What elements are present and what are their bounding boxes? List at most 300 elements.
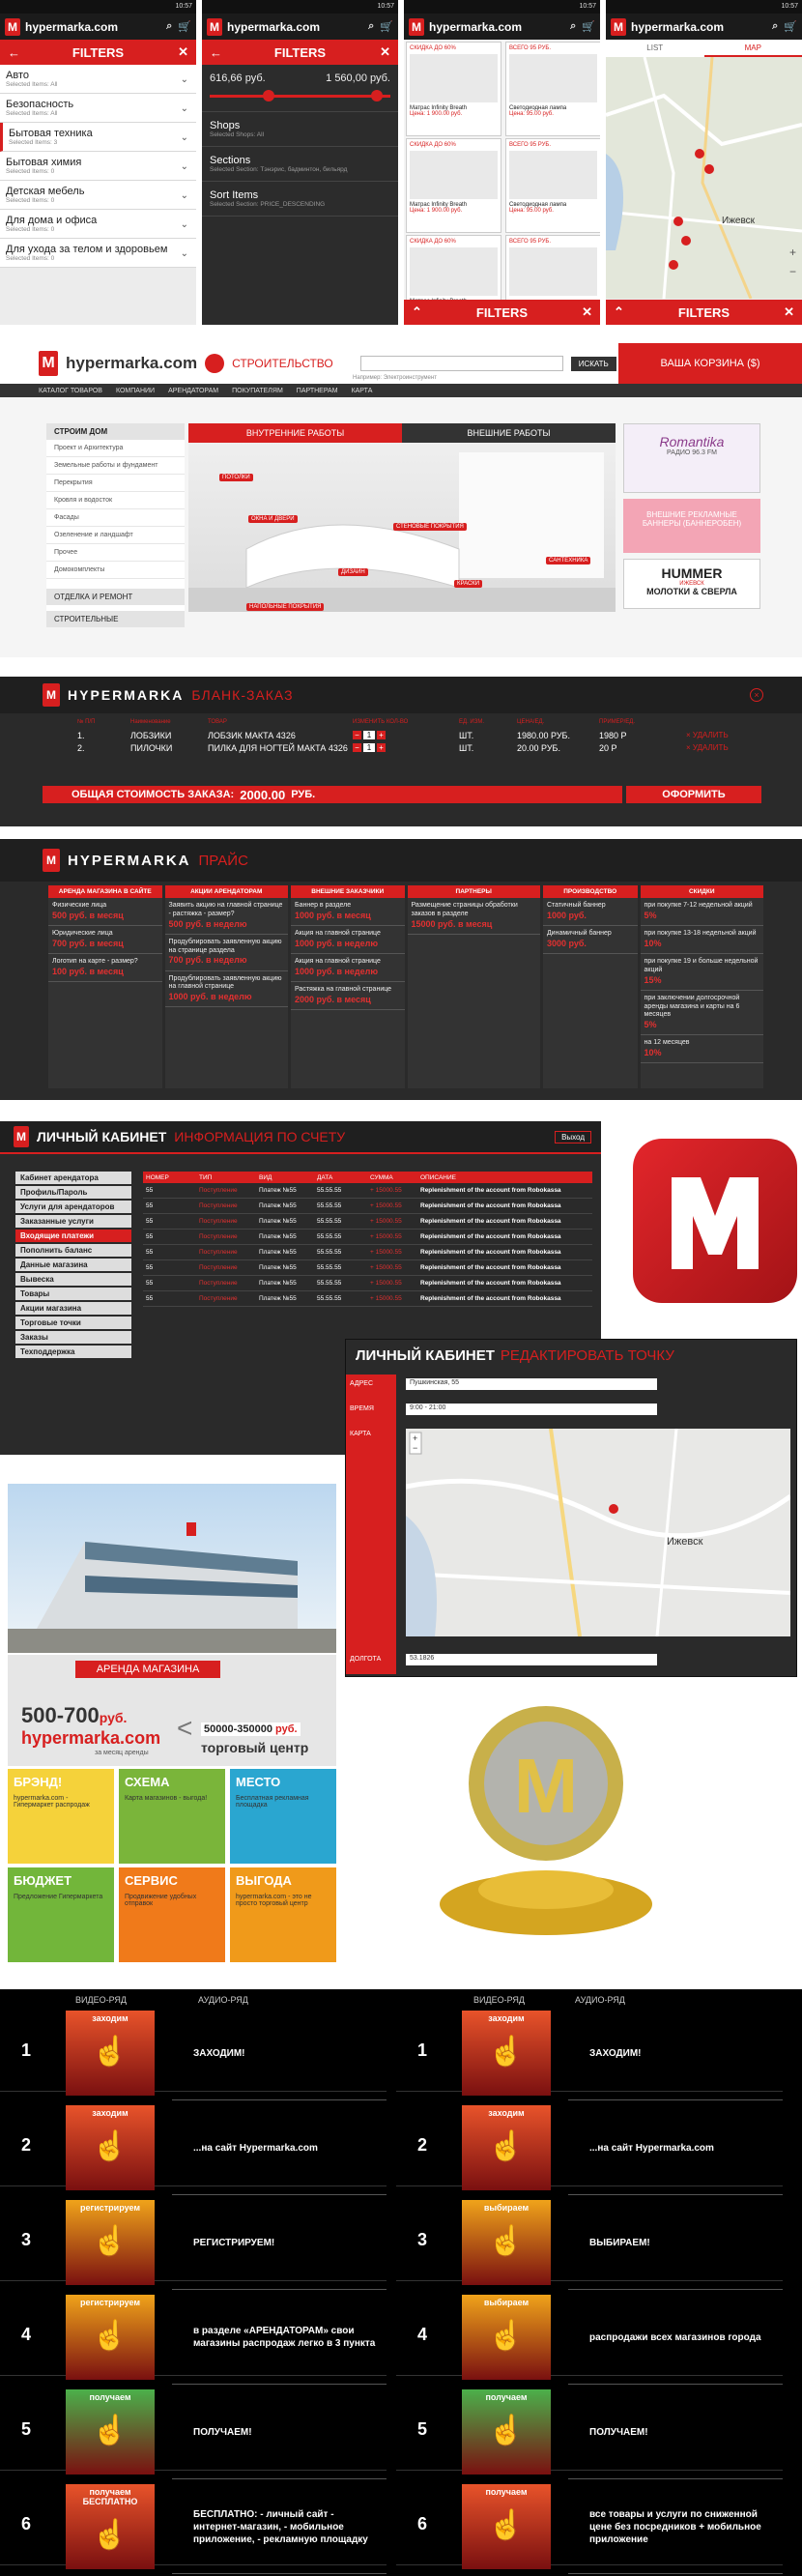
promo-tile	[119, 1769, 225, 1864]
cabinet-menu-item[interactable]: Заказанные услуги	[15, 1215, 131, 1228]
filter-category-selected: Selected Items: 0	[6, 226, 55, 233]
cabinet-menu-item[interactable]: Кабинет арендатора	[15, 1172, 131, 1184]
filter-category-item[interactable]	[0, 239, 196, 268]
room-hotspot-label[interactable]: НАПОЛЬНЫЕ ПОКРЫТИЯ	[246, 603, 324, 611]
phone-filters-categories	[0, 0, 196, 325]
site-logo-text[interactable]: hypermarka.com	[66, 354, 198, 372]
map-city-label: Ижевск	[722, 216, 756, 226]
product-card[interactable]	[505, 42, 600, 136]
promo-tile-text: hypermarka.com - это не просто торговый центр	[236, 1894, 312, 1907]
step-audio-text: ...на сайт Hypermarka.com	[589, 2142, 714, 2154]
close-icon[interactable]: ×	[750, 688, 763, 702]
price-slider-handle-min[interactable]	[263, 90, 274, 101]
promo-tile-title: СХЕМА	[125, 1775, 170, 1789]
logo-icon: M	[5, 18, 20, 36]
table-cell: Платеж №55	[259, 1264, 297, 1271]
table-cell: 55.55.55	[317, 1264, 342, 1271]
filter-category-item[interactable]	[0, 181, 196, 210]
delete-button[interactable]	[686, 743, 729, 752]
city-map[interactable]	[606, 57, 802, 299]
step-divider	[172, 2573, 387, 2574]
step-card	[462, 2295, 551, 2380]
price-item	[543, 926, 638, 954]
price-item-value: 700 руб. в неделю	[168, 955, 247, 966]
search-icon[interactable]: ⌕	[570, 20, 577, 32]
tab-exterior[interactable]: ВНЕШНИЕ РАБОТЫ	[402, 423, 616, 443]
price-item-value: 15%	[644, 974, 662, 985]
submit-order-button[interactable]: ОФОРМИТЬ	[626, 786, 761, 803]
table-cell: 55	[146, 1202, 154, 1209]
step-audio-text: ЗАХОДИМ!	[193, 2047, 245, 2059]
cabinet-menu-item[interactable]: Техподдержка	[15, 1346, 131, 1358]
cabinet-menu-item[interactable]: Входящие платежи	[15, 1230, 131, 1242]
filter-category-label: Бытовая техника	[9, 128, 93, 139]
search-input[interactable]	[360, 356, 563, 371]
promo-price-unit: руб.	[275, 1723, 298, 1735]
cart-icon[interactable]: 🛒	[380, 21, 393, 33]
filter-block[interactable]	[202, 147, 398, 182]
filter-category-item[interactable]	[0, 152, 196, 181]
quantity-value: 1	[363, 731, 375, 739]
price-item-label: Физические лица	[52, 902, 107, 909]
filter-category-selected: Selected Items: All	[6, 81, 58, 88]
plus-icon[interactable]: +	[377, 731, 386, 739]
order-cell-n: 2.	[77, 742, 85, 753]
filters-title: FILTERS	[72, 44, 125, 60]
phone-filters-price	[202, 0, 398, 325]
table-row	[143, 1199, 592, 1214]
room-hotspot-label[interactable]: ПОТОЛКИ	[219, 474, 253, 481]
price-item-label: Логотип на карте - размер?	[52, 958, 138, 965]
sidebar-item[interactable]: Кровля и водосток	[46, 492, 185, 509]
ad-banner-hummer[interactable]	[623, 559, 760, 609]
website-catalog	[0, 343, 802, 657]
price-to: 1 560,00 руб.	[326, 72, 390, 84]
price-item-value: 15000 руб. в месяц	[411, 918, 493, 929]
product-card[interactable]	[406, 42, 501, 136]
delete-button[interactable]	[686, 731, 729, 739]
story-step	[396, 2007, 783, 2092]
table-cell: 55.55.55	[317, 1249, 342, 1256]
step-number: 2	[21, 2135, 32, 2155]
order-column-header: ЕД. ИЗМ.	[459, 719, 485, 725]
filter-category-label: Бытовая химия	[6, 157, 82, 168]
room-hotspot-label[interactable]: ОКНА И ДВЕРИ	[248, 515, 298, 523]
search-icon[interactable]: ⌕	[166, 20, 173, 32]
back-icon[interactable]: ←	[210, 44, 222, 60]
address-input[interactable]: Пушкинская, 55	[406, 1378, 657, 1390]
product-tag: СКИДКА ДО 60%	[410, 239, 456, 245]
price-item	[48, 926, 162, 954]
zoom-out-icon[interactable]: −	[413, 1443, 418, 1453]
table-cell: Поступление	[199, 1280, 238, 1287]
filter-category-item[interactable]	[0, 210, 196, 239]
tab-interior[interactable]: ВНУТРЕННИЕ РАБОТЫ	[188, 423, 402, 443]
app-bar	[606, 14, 802, 40]
price-item-label: Продублировать заявленную акцию на главной странице	[168, 974, 282, 991]
table-cell: 55.55.55	[317, 1202, 342, 1209]
price-item	[165, 971, 288, 1008]
table-cell: Поступление	[199, 1249, 238, 1256]
promo-tile	[8, 1867, 114, 1962]
step-divider	[172, 2099, 387, 2100]
cabinet-menu-item[interactable]: Данные магазина	[15, 1259, 131, 1271]
table-cell: + 15000.55	[370, 1295, 402, 1302]
promo-price-shop: 500-700	[21, 1703, 100, 1727]
ad-banner-outdoor[interactable]: ВНЕШНИЕ РЕКЛАМНЫЕ БАННЕРЫ (БАННЕРОБЕН)	[623, 499, 760, 553]
filter-category-selected: Selected Items: 0	[6, 168, 55, 175]
ad-title: HUMMER	[661, 565, 723, 581]
step-number: 3	[417, 2230, 428, 2249]
step-card-label: регистрируем	[79, 2203, 141, 2213]
step-number: 4	[21, 2325, 32, 2344]
price-column	[165, 885, 288, 1088]
logout-button[interactable]: Выход	[555, 1131, 591, 1143]
table-header-cell: ОПИСАНИЕ	[420, 1173, 456, 1181]
filter-block[interactable]	[202, 112, 398, 147]
sidebar-item[interactable]: Домокомплекты	[46, 562, 185, 579]
price-item	[641, 926, 763, 954]
table-cell: + 15000.55	[370, 1202, 402, 1209]
product-grid	[404, 40, 600, 299]
price-item-label: Размещение страницы обработки заказов в разделе	[411, 902, 518, 917]
sidebar-heading[interactable]: СТРОИМ ДОМ	[46, 423, 185, 440]
chevron-down-icon: ⌄	[180, 103, 188, 114]
chevron-down-icon: ⌄	[180, 132, 188, 143]
product-name: Светодиодная лампа	[509, 105, 567, 111]
table-cell: Платеж №55	[259, 1187, 297, 1194]
map-pin[interactable]	[609, 1504, 618, 1514]
brand-title: hypermarka.com	[25, 19, 119, 34]
minus-icon[interactable]: −	[353, 743, 361, 752]
price-item-label: Продублировать заявленную акцию на странице раздела	[168, 938, 282, 954]
cabinet-menu-item[interactable]: Пополнить баланс	[15, 1244, 131, 1257]
delete-label: УДАЛИТЬ	[692, 731, 729, 739]
story-step	[0, 2386, 387, 2471]
price-item	[641, 1035, 763, 1063]
promo-tile-text: Продвижение удобных отправок	[125, 1894, 197, 1907]
sidebar-item[interactable]: Перекрытия	[46, 475, 185, 492]
edit-header	[346, 1340, 796, 1371]
room-hotspot-label[interactable]: КРАСКИ	[454, 580, 482, 588]
story-step	[396, 2480, 783, 2565]
price-item-value: 5%	[644, 1020, 657, 1029]
step-divider	[568, 2573, 783, 2574]
filter-block-selected: Selected Section: PRICE_DESCENDING	[210, 201, 326, 208]
category-list	[0, 65, 196, 268]
price-item	[291, 982, 405, 1010]
ad-title: Romantika	[659, 434, 725, 449]
cabinet-menu-item[interactable]: Профиль/Пароль	[15, 1186, 131, 1199]
plus-icon[interactable]: +	[377, 743, 386, 752]
map-pin[interactable]	[704, 164, 714, 174]
cart-icon[interactable]: 🛒	[784, 21, 797, 33]
product-price: Цена: 1 900.00 руб.	[410, 111, 463, 117]
category-title: СТРОИТЕЛЬСТВО	[232, 357, 333, 370]
cart-icon[interactable]: 🛒	[582, 21, 595, 33]
order-cell-t: 20 Р	[599, 742, 617, 753]
price-item-value: 1000 руб. в неделю	[168, 992, 252, 1001]
cart-button[interactable]: ВАША КОРЗИНА ($)	[618, 343, 802, 384]
price-column-header: ВНЕШНИЕ ЗАКАЗЧИКИ	[291, 885, 405, 898]
close-icon[interactable]: ✕	[784, 304, 794, 319]
tab-map[interactable]: MAP	[704, 40, 802, 57]
cabinet-menu-item[interactable]: Торговые точки	[15, 1317, 131, 1329]
sidebar-section-building[interactable]: СТРОИТЕЛЬНЫЕ	[46, 611, 185, 627]
nav-item[interactable]: АРЕНДАТОРАМ	[168, 387, 219, 394]
nav-item[interactable]: КОМПАНИИ	[115, 387, 156, 394]
hero-tabs	[188, 423, 616, 443]
ad-subtitle: МОЛОТКИ & СВЕРЛА	[646, 587, 737, 596]
cursor-icon: ☝	[92, 2415, 129, 2446]
table-header-cell: ТИП	[199, 1173, 213, 1181]
table-header-cell: НОМЕР	[146, 1173, 169, 1181]
zoom-out-icon[interactable]: −	[789, 265, 797, 278]
promo-rent-banner	[8, 1655, 336, 1766]
map-pin[interactable]	[695, 149, 704, 159]
main-nav	[0, 384, 802, 397]
zoom-in-icon[interactable]: +	[789, 246, 797, 259]
price-slider-handle-max[interactable]	[371, 90, 383, 101]
product-image	[509, 151, 597, 199]
price-item-label: Динамичный баннер	[546, 930, 612, 937]
search-icon[interactable]: ⌕	[368, 20, 375, 32]
order-form	[0, 677, 802, 826]
step-divider	[172, 2478, 387, 2479]
close-icon[interactable]: ✕	[582, 304, 592, 319]
price-title: ПРАЙС	[198, 852, 248, 869]
tab-list[interactable]: LIST	[646, 43, 664, 52]
step-card-label: выбираем	[483, 2203, 530, 2213]
point-map[interactable]	[406, 1429, 790, 1636]
filter-block[interactable]	[202, 182, 398, 217]
cabinet-menu-item[interactable]: Акции магазина	[15, 1302, 131, 1315]
cabinet-menu-item[interactable]: Услуги для арендаторов	[15, 1201, 131, 1213]
promo-price-unit: руб.	[99, 1710, 128, 1725]
room-hotspot-label[interactable]: ДИЗАЙН	[338, 568, 368, 576]
cabinet-menu-item[interactable]: Вывеска	[15, 1273, 131, 1286]
filter-category-item[interactable]	[0, 123, 196, 152]
table-cell: 55.55.55	[317, 1233, 342, 1240]
promo-tile-title: БЮДЖЕТ	[14, 1873, 72, 1888]
order-cell-a: ЛОБЗИКИ	[130, 730, 172, 740]
table-row	[143, 1214, 592, 1230]
cabinet-menu-item[interactable]: Товары	[15, 1288, 131, 1300]
sidebar-item[interactable]: Фасады	[46, 509, 185, 527]
product-image	[410, 151, 498, 199]
order-cell-u: ШТ.	[459, 730, 474, 740]
order-column-header: ИЗМЕНИТЬ КОЛ-ВО	[353, 719, 409, 725]
step-card-label: заходим	[488, 2108, 525, 2118]
price-item-label: на 12 месяцев	[644, 1039, 690, 1047]
product-price: Цена: 1 900.00 руб.	[410, 208, 463, 214]
filter-block-selected: Selected Section: Тэнэрис, бадминтон, бильярд	[210, 166, 348, 173]
ad-banner-romantika[interactable]	[623, 423, 760, 493]
edit-title: ЛИЧНЫЙ КАБИНЕТ	[356, 1346, 495, 1364]
nav-item[interactable]: ПАРТНЕРАМ	[296, 387, 338, 394]
map-pin[interactable]	[669, 260, 678, 270]
order-header	[0, 677, 802, 713]
filter-block-selected: Selected Shops: All	[210, 131, 265, 138]
sidebar-item[interactable]: Земельные работы и фундамент	[46, 457, 185, 475]
price-columns	[48, 885, 763, 1088]
step-divider	[568, 2099, 783, 2100]
chevron-up-icon[interactable]: ⌃	[412, 304, 422, 319]
longitude-input[interactable]: 53.1826	[406, 1654, 657, 1665]
product-name: Светодиодная лампа	[509, 202, 567, 208]
table-cell: Платеж №55	[259, 1280, 297, 1287]
close-icon[interactable]: ✕	[178, 44, 188, 59]
filter-block-title: Sort Items	[210, 189, 259, 201]
order-row	[0, 741, 802, 754]
cursor-icon: ☝	[488, 2130, 525, 2162]
step-card	[462, 2484, 551, 2569]
chevron-up-icon[interactable]: ⌃	[614, 304, 624, 319]
search-icon[interactable]: ⌕	[772, 20, 779, 32]
price-item	[291, 898, 405, 926]
field-label-address: АДРЕС	[350, 1380, 374, 1387]
order-column-header: ПРИМЕР/ЕД.	[599, 719, 636, 725]
filters-title: FILTERS	[273, 44, 327, 60]
logo-icon: M	[43, 683, 60, 707]
sidebar-item[interactable]: Проект и Архитектура	[46, 440, 185, 457]
price-item-label: Акция на главной странице	[294, 958, 381, 965]
table-cell: + 15000.55	[370, 1264, 402, 1271]
cursor-icon: ☝	[488, 2036, 525, 2068]
price-column-header: АКЦИИ АРЕНДАТОРАМ	[165, 885, 288, 898]
coins-illustration	[430, 1692, 662, 1943]
step-divider	[568, 2384, 783, 2385]
ad-city: ИЖЕВСК	[679, 581, 704, 587]
story-step	[0, 2196, 387, 2281]
cursor-icon: ☝	[488, 2320, 525, 2352]
table-row	[143, 1245, 592, 1260]
cursor-icon: ☝	[92, 2130, 129, 2162]
price-item	[48, 898, 162, 926]
room-hotspot-label[interactable]: САНТЕХНИКА	[546, 557, 590, 564]
step-card	[462, 2200, 551, 2285]
filter-category-item[interactable]	[0, 94, 196, 123]
field-label-longitude: ДОЛГОТА	[350, 1656, 382, 1663]
table-cell: Поступление	[199, 1264, 238, 1271]
filters-bar[interactable]	[404, 300, 600, 325]
table-cell: + 15000.55	[370, 1187, 402, 1194]
step-card	[66, 2389, 155, 2475]
table-header-cell: ВИД	[259, 1173, 272, 1181]
price-item-value: 10%	[644, 938, 662, 948]
promo-tile	[230, 1867, 336, 1962]
step-card-label: регистрируем	[79, 2298, 141, 2307]
storyboard	[0, 1989, 802, 2576]
left-audio-heading: АУДИО-РЯД	[198, 1995, 248, 2005]
map-pin[interactable]	[673, 217, 683, 226]
table-cell: Replenishment of the account from Robokassa	[420, 1187, 561, 1194]
order-cell-t: 1980 Р	[599, 730, 627, 740]
product-card[interactable]	[505, 138, 600, 233]
price-item	[641, 991, 763, 1036]
logo-icon: M	[207, 18, 222, 36]
product-image	[509, 247, 597, 296]
cabinet-menu	[15, 1172, 131, 1360]
search-button[interactable]: ИСКАТЬ	[571, 357, 616, 371]
room-hotspot-label[interactable]: СТЕНОВЫЕ ПОКРЫТИЯ	[393, 523, 467, 531]
order-column-header: Наименование	[130, 719, 171, 725]
cart-icon[interactable]: 🛒	[178, 21, 191, 33]
step-card	[462, 2389, 551, 2475]
table-header-cell: СУММА	[370, 1173, 393, 1181]
quantity-stepper[interactable]	[353, 743, 459, 752]
cabinet-menu-item[interactable]: Заказы	[15, 1331, 131, 1344]
ad-subtitle: РАДИО 96.3 FM	[667, 449, 717, 456]
nav-item[interactable]: КАРТА	[351, 387, 373, 394]
sidebar-item[interactable]: Озеленение и ландшафт	[46, 527, 185, 544]
filter-category-item[interactable]	[0, 65, 196, 94]
step-audio-text: в разделе «АРЕНДАТОРАМ» свои магазины распродаж легко в 3 пункта	[193, 2326, 376, 2349]
price-list	[0, 839, 802, 1100]
promo-period: за месяц аренды	[95, 1750, 149, 1756]
step-number: 3	[21, 2230, 32, 2249]
ad-column	[623, 423, 760, 612]
filters-bar[interactable]	[606, 300, 802, 325]
price-from: 616,66 руб.	[210, 72, 266, 84]
time-input[interactable]: 9:00 - 21:00	[406, 1404, 657, 1415]
logo-icon: M	[39, 351, 58, 376]
price-item-label: при покупке 19 и больше недельной акций	[644, 958, 759, 973]
step-card	[462, 2011, 551, 2096]
table-cell: Replenishment of the account from Robokassa	[420, 1295, 561, 1302]
price-column-header: СКИДКИ	[641, 885, 763, 898]
price-column	[408, 885, 540, 1088]
table-cell: 55.55.55	[317, 1295, 342, 1302]
product-tag: ВСЕГО 95 РУБ.	[509, 239, 552, 245]
minus-icon[interactable]: −	[353, 731, 361, 739]
step-card-label: получаем БЕСПЛАТНО	[82, 2487, 138, 2506]
quantity-stepper[interactable]	[353, 731, 459, 739]
table-cell: 55	[146, 1295, 154, 1302]
close-icon[interactable]: ✕	[380, 44, 390, 59]
sidebar-item[interactable]: Прочее	[46, 544, 185, 562]
step-card-label: получаем	[89, 2392, 131, 2402]
zoom-in-icon[interactable]: +	[413, 1433, 418, 1443]
sidebar-section-repair[interactable]: ОТДЕЛКА И РЕМОНТ	[46, 589, 185, 605]
edit-point	[345, 1339, 797, 1677]
price-item-label: Акция на главной странице	[294, 930, 381, 937]
table-cell: Поступление	[199, 1218, 238, 1225]
order-table-header	[0, 713, 802, 725]
promo-tile-text: Карта магазинов - выгода!	[125, 1795, 208, 1802]
right-audio-heading: АУДИО-РЯД	[575, 1995, 625, 2005]
filters-bar	[0, 40, 196, 65]
table-cell: Replenishment of the account from Robokassa	[420, 1233, 561, 1240]
status-bar: 10:57	[0, 0, 196, 14]
step-number: 6	[417, 2514, 428, 2533]
step-number: 4	[417, 2325, 428, 2344]
app-bar	[0, 14, 196, 40]
nav-item[interactable]: ПОКУПАТЕЛЯМ	[232, 387, 283, 394]
step-divider	[172, 2384, 387, 2385]
app-bar	[202, 14, 398, 40]
order-cell-p: 20.00 РУБ.	[517, 742, 560, 753]
map-pin[interactable]	[681, 236, 691, 246]
cabinet-header	[0, 1121, 601, 1154]
price-brand: HYPERMARKA	[68, 852, 191, 869]
nav-item[interactable]: КАТАЛОГ ТОВАРОВ	[39, 387, 102, 394]
table-cell: Платеж №55	[259, 1249, 297, 1256]
story-step	[396, 2386, 783, 2471]
price-column-header: АРЕНДА МАГАЗИНА В САЙТЕ	[48, 885, 162, 898]
product-card[interactable]	[406, 138, 501, 233]
back-icon[interactable]: ←	[8, 44, 20, 60]
